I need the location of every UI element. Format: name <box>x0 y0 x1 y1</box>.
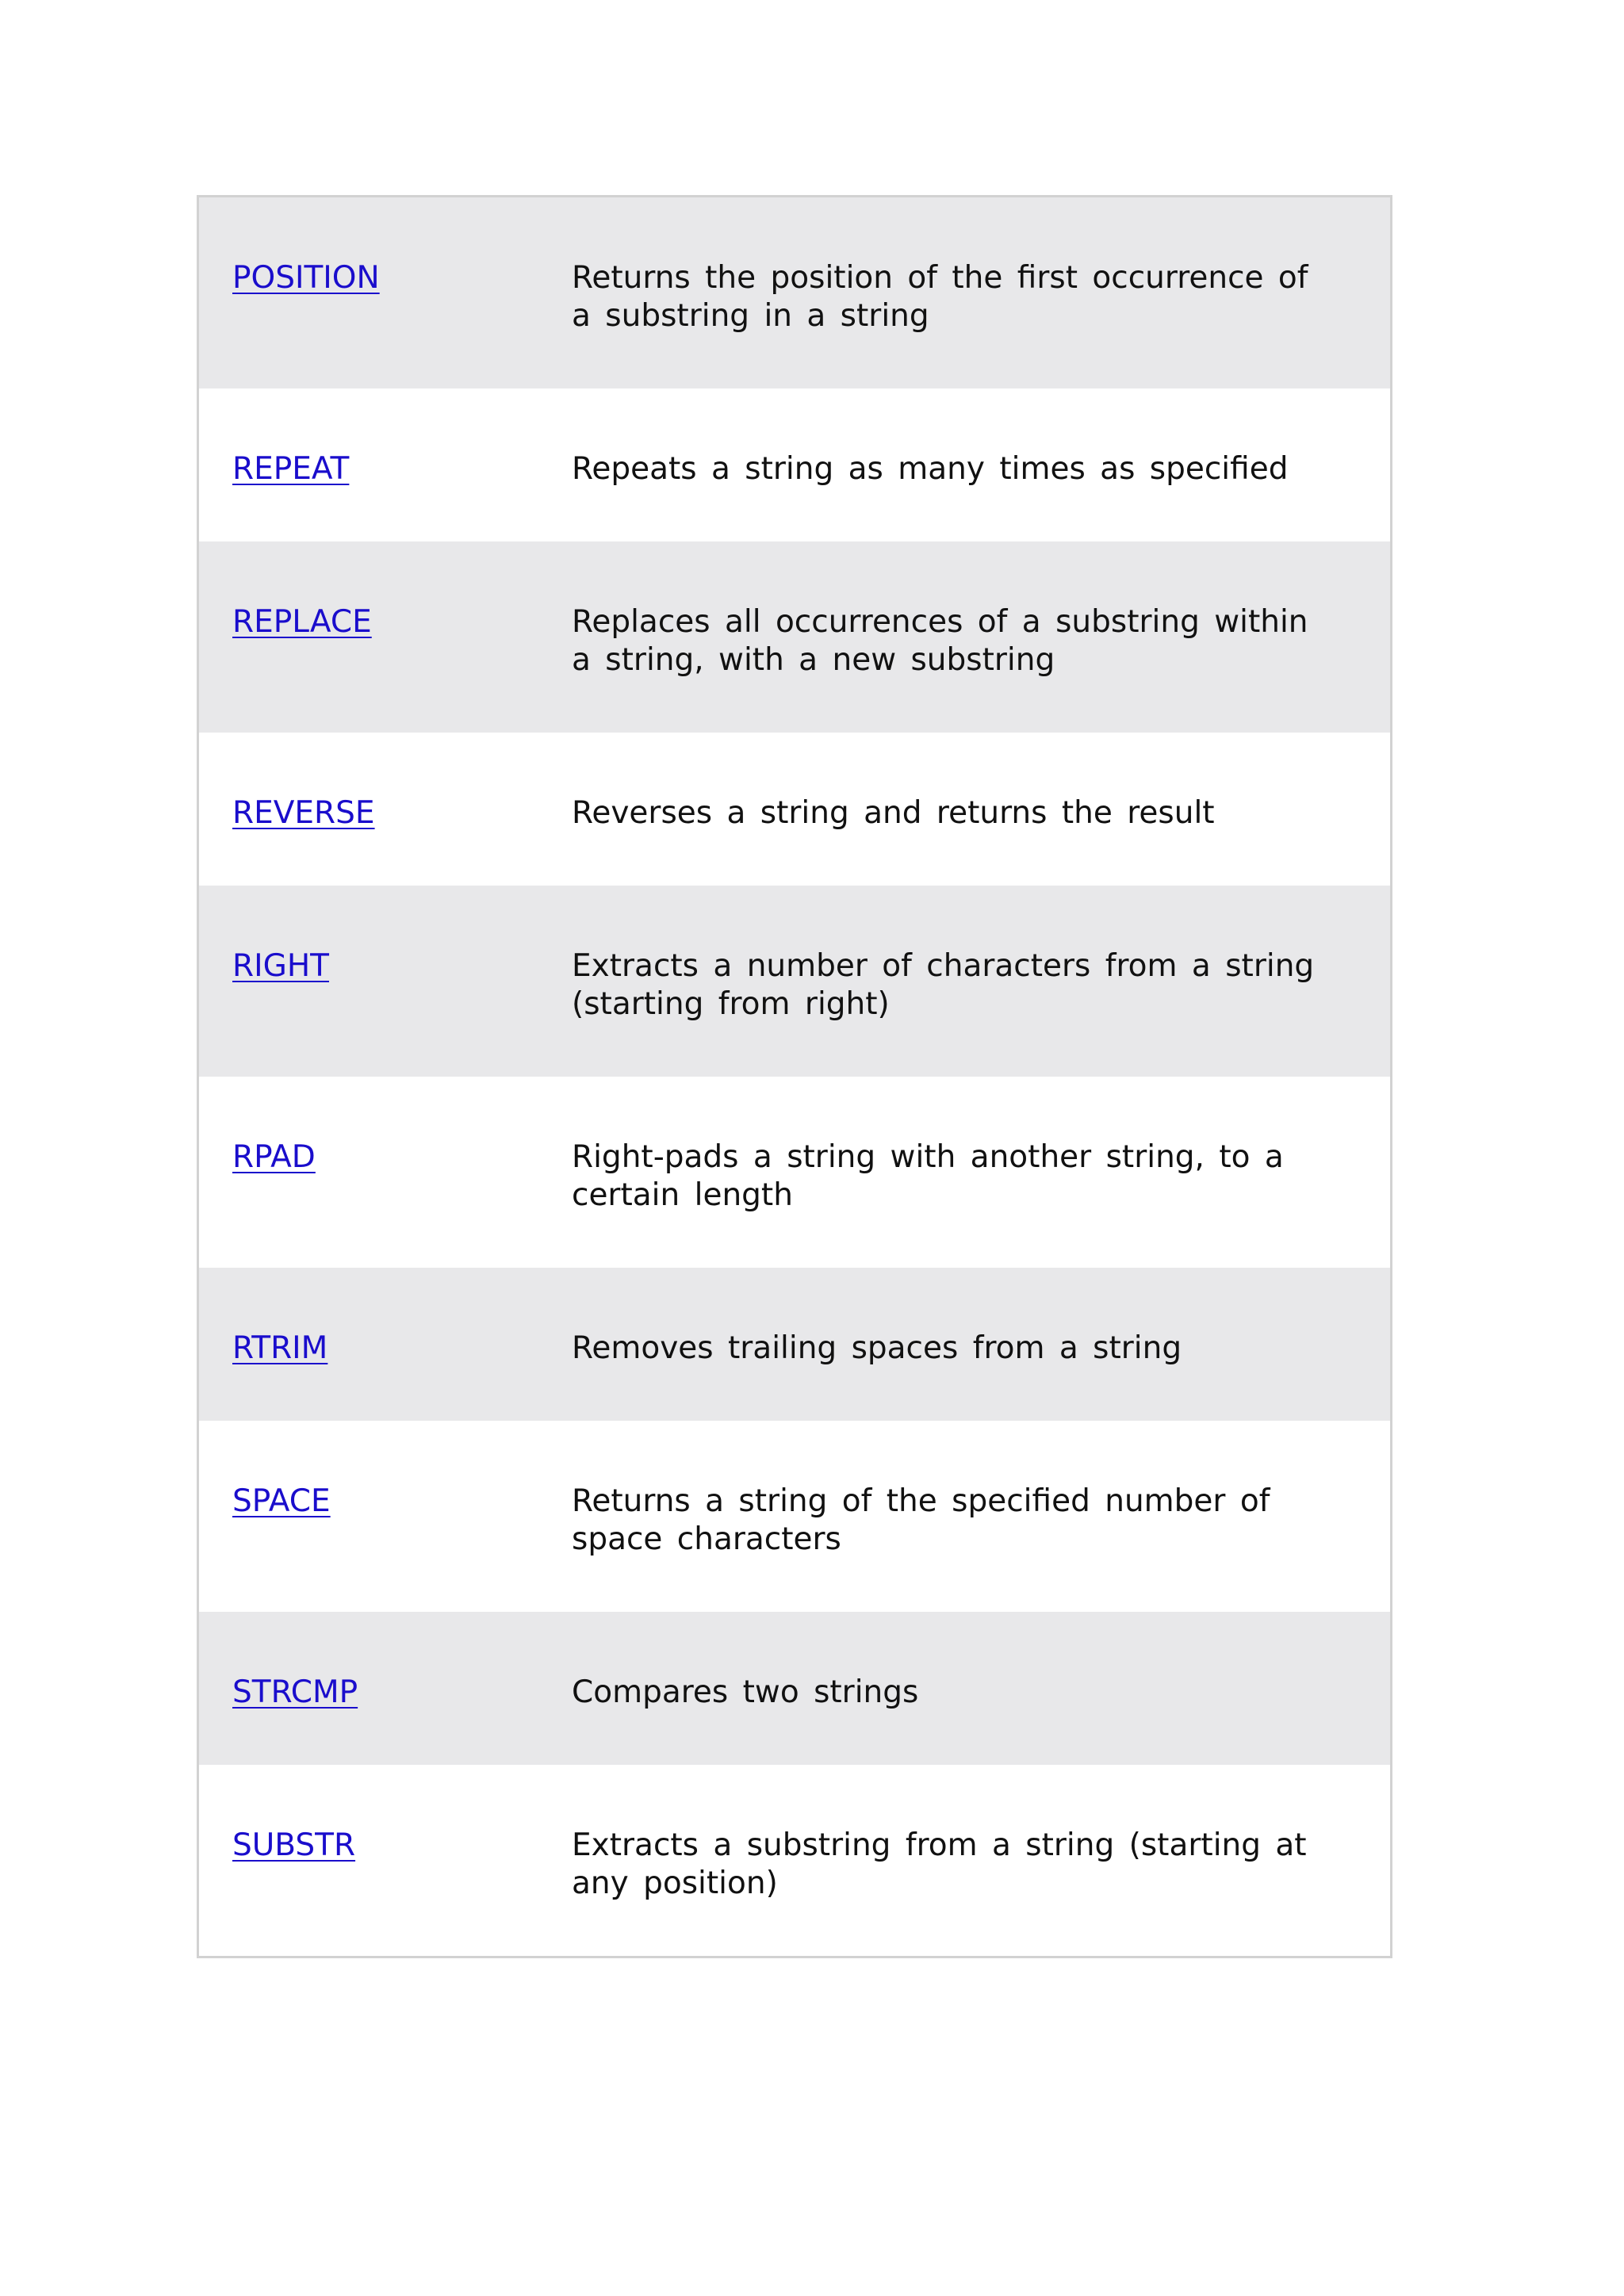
function-link-substr[interactable]: SUBSTR <box>232 1827 356 1863</box>
function-name-cell <box>199 1138 572 1268</box>
function-description: Reverses a string and returns the result <box>572 795 1215 831</box>
function-name-cell <box>199 794 572 886</box>
table-row <box>199 1421 1390 1612</box>
function-link-position[interactable]: POSITION <box>232 260 380 296</box>
function-link-right[interactable]: RIGHT <box>232 948 329 984</box>
table-row <box>199 1268 1390 1421</box>
function-name-cell <box>199 1827 572 1956</box>
table-row <box>199 733 1390 886</box>
function-link-rpad[interactable]: RPAD <box>232 1139 316 1175</box>
function-name-cell <box>199 603 572 733</box>
function-link-strcmp[interactable]: STRCMP <box>232 1674 358 1710</box>
function-description: Replaces all occurrences of a substring within a string, with a new substring <box>572 604 1308 678</box>
function-name-cell <box>199 450 572 541</box>
string-functions-table <box>197 195 1392 1958</box>
table-row <box>199 1077 1390 1268</box>
function-description: Returns the position of the first occurrence of a substring in a string <box>572 260 1308 334</box>
table-row <box>199 886 1390 1077</box>
function-description: Removes trailing spaces from a string <box>572 1330 1182 1366</box>
function-name-cell <box>199 259 572 388</box>
table-row <box>199 388 1390 541</box>
function-link-space[interactable]: SPACE <box>232 1483 331 1519</box>
function-description: Right-pads a string with another string, to a certain length <box>572 1139 1284 1213</box>
function-description: Repeats a string as many times as specified <box>572 451 1289 487</box>
function-link-replace[interactable]: REPLACE <box>232 604 372 640</box>
function-link-rtrim[interactable]: RTRIM <box>232 1330 328 1366</box>
table-row <box>199 197 1390 388</box>
function-link-reverse[interactable]: REVERSE <box>232 795 375 831</box>
function-name-cell <box>199 1330 572 1421</box>
table-row <box>199 541 1390 733</box>
function-name-cell <box>199 1483 572 1612</box>
function-description: Extracts a number of characters from a string (starting from right) <box>572 948 1315 1022</box>
table-row <box>199 1612 1390 1765</box>
function-description: Returns a string of the specified number of space characters <box>572 1483 1270 1557</box>
function-description: Compares two strings <box>572 1674 919 1710</box>
function-name-cell <box>199 1674 572 1765</box>
function-description: Extracts a substring from a string (starting at any position) <box>572 1827 1307 1901</box>
function-name-cell <box>199 947 572 1077</box>
table-row <box>199 1765 1390 1956</box>
function-link-repeat[interactable]: REPEAT <box>232 451 350 487</box>
